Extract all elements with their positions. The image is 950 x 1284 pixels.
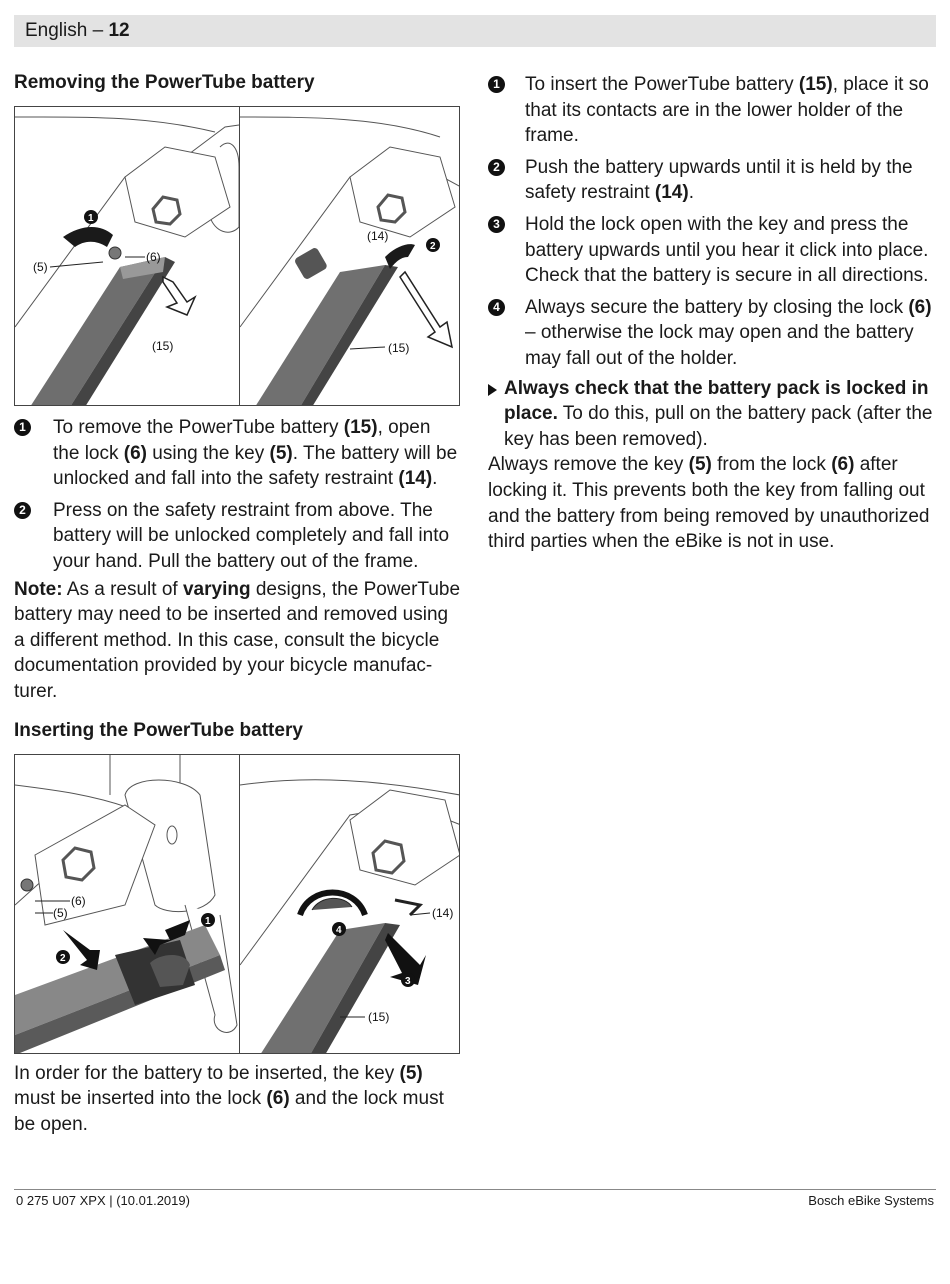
page-header — [14, 15, 936, 47]
right-column — [488, 70, 936, 555]
step-number-badge: 1 — [14, 419, 31, 436]
step-number-badge: 4 — [488, 299, 505, 316]
inserting-panel-right — [240, 779, 460, 1053]
removing-panel-left — [15, 117, 239, 406]
footer-brand: Bosch eBike Systems — [808, 1193, 934, 1208]
header-language: English — [25, 20, 88, 41]
removing-panel-right — [240, 117, 460, 406]
para-text: Always remove the key — [488, 454, 689, 476]
para-text: In order for the battery to be inserted, the key — [14, 1062, 400, 1084]
step-text: . — [688, 182, 694, 204]
fig-step-2-marker: 2 — [60, 952, 66, 964]
left-column — [14, 70, 462, 1137]
para-text: and the lock must be open. — [14, 1088, 444, 1135]
para-text: from the lock — [711, 454, 832, 476]
ref-battery: (15) — [798, 74, 833, 95]
note-text: As a result of — [62, 578, 183, 600]
ref-lock: (6) — [831, 454, 855, 476]
inserting-step-1 — [488, 72, 936, 149]
step-text: To remove the PowerTube battery — [53, 417, 344, 438]
step-text: . — [432, 468, 438, 490]
ref-key: (5) — [269, 442, 293, 464]
footer-doc-id: 0 275 U07 XPX | (10.01.2019) — [16, 1193, 190, 1208]
ref-restraint: (14) — [654, 182, 689, 204]
header-text — [25, 20, 130, 42]
final-paragraph — [488, 452, 936, 554]
fig-label-restraint: (14) — [432, 905, 454, 920]
ref-battery: (15) — [343, 417, 378, 438]
inserting-step-2 — [488, 155, 936, 206]
inserting-paragraph — [14, 1061, 462, 1138]
step-text: Push the battery upwards until it is held by the safety restraint — [525, 156, 913, 204]
ref-lock: (6) — [266, 1088, 290, 1110]
removing-figure — [14, 106, 460, 406]
ref-restraint: (14) — [398, 468, 433, 490]
fig-label-battery-2: (15) — [388, 341, 410, 355]
note-paragraph — [14, 577, 462, 705]
inserting-panel-left — [15, 755, 237, 1054]
figure-divider — [239, 755, 240, 1053]
step-text: , place it so that its contacts are in the lower holder of the frame. — [525, 74, 929, 147]
ref-key: (5) — [399, 1062, 423, 1084]
step-number-badge: 1 — [488, 76, 505, 93]
ref-lock: (6) — [908, 296, 932, 318]
removing-step-1 — [14, 415, 462, 492]
step-text: Hold the lock open with the key and press the battery upwards until you hear it click into place. Check that the battery is secure in all directions. — [525, 213, 929, 287]
check-text: To do this, pull on the battery pack (after the key has been removed). — [504, 403, 933, 450]
step-text: Press on the safety restraint from above. The battery will be unlocked completely and fall into your hand. Pull the battery out of the frame. — [53, 499, 450, 572]
fig-step-1-marker: 1 — [88, 213, 94, 224]
note-label: Note: — [14, 578, 63, 600]
figure-divider — [239, 107, 240, 405]
fig-label-key: (5) — [53, 905, 68, 920]
step-text: Always secure the battery by closing the lock — [525, 296, 909, 318]
check-bold: Always check that the battery pack is locked in place. — [504, 377, 929, 425]
para-text: after locking it. This prevents both the key from falling out and the battery from being removed by unauthorized third parties when the eBike is not in use. — [488, 454, 930, 553]
fig-label-lock: (6) — [71, 893, 86, 908]
para-text: must be inserted into the lock — [14, 1088, 267, 1110]
fig-step-1-marker: 1 — [205, 915, 211, 927]
removing-illustration — [15, 107, 460, 406]
fig-label-battery: (15) — [368, 1009, 390, 1024]
inserting-title: Inserting the PowerTube battery — [14, 719, 303, 741]
step-text: using the key — [147, 442, 270, 464]
inserting-step-3 — [488, 212, 936, 289]
fig-step-3-marker: 3 — [405, 975, 411, 987]
fig-step-2-marker: 2 — [430, 241, 436, 252]
ref-key: (5) — [688, 454, 712, 476]
removing-step-2 — [14, 498, 462, 575]
fig-step-4-marker: 4 — [336, 924, 342, 936]
step-number-badge: 2 — [14, 502, 31, 519]
step-number-badge: 2 — [488, 159, 505, 176]
inserting-step-4 — [488, 295, 936, 372]
note-text: designs, the PowerTube battery may need to be inserted and removed using a different method. In this case, consult the bicycle documentation provided by your bicycle manufac-turer. — [14, 578, 461, 702]
check-instruction — [488, 376, 936, 453]
inserting-figure — [14, 754, 460, 1054]
ref-lock: (6) — [123, 442, 147, 464]
fig-label-key: (5) — [33, 260, 48, 274]
footer-divider — [14, 1189, 936, 1190]
step-number-badge: 3 — [488, 216, 505, 233]
inserting-illustration — [15, 755, 460, 1054]
step-text: , open the lock — [53, 417, 431, 464]
bullet-arrow-icon — [488, 384, 497, 396]
fig-label-battery: (15) — [152, 339, 174, 353]
header-separator: – — [87, 20, 109, 41]
note-bold: varying — [182, 578, 251, 600]
fig-label-restraint: (14) — [367, 229, 389, 243]
step-text: To insert the PowerTube battery — [525, 74, 799, 95]
step-text: – otherwise the lock may open and the battery may fall out of the holder. — [525, 322, 914, 369]
step-text: . The battery will be unlocked and fall into the safety restraint — [53, 442, 458, 490]
fig-label-lock: (6) — [146, 250, 161, 264]
page-number: 12 — [108, 20, 130, 41]
removing-title: Removing the PowerTube battery — [14, 72, 315, 93]
